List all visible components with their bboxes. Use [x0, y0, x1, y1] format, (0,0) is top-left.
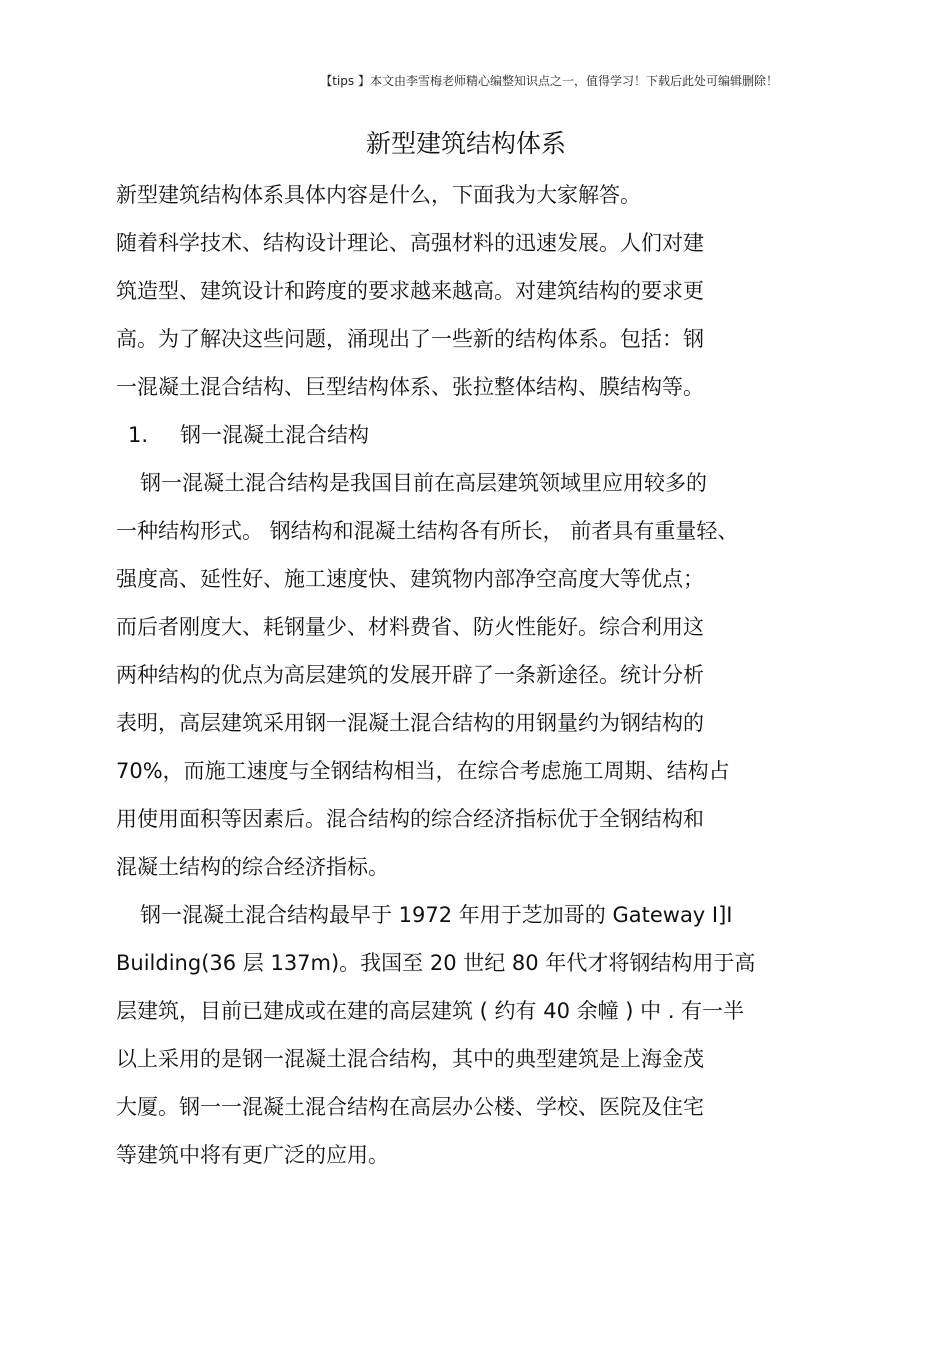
- paragraph-line: Building(36 层 137m)。我国至 20 世纪 80 年代才将钢结构用于高: [116, 951, 756, 975]
- paragraph-line: 随着科学技术、结构设计理论、高强材料的迅速发展。人们对建: [116, 231, 704, 255]
- paragraph-line: 等建筑中将有更广泛的应用。: [116, 1143, 389, 1167]
- intro-line: 新型建筑结构体系具体内容是什么，下面我为大家解答。: [116, 183, 641, 207]
- paragraph-line: 层建筑，目前已建成或在建的高层建筑 ( 约有 40 余幢 ) 中 . 有一半: [116, 999, 745, 1023]
- paragraph-line: 一种结构形式。 钢结构和混凝土结构各有所长， 前者具有重量轻、: [116, 519, 739, 543]
- paragraph-line: 以上采用的是钢一混凝土混合结构，其中的典型建筑是上海金茂: [116, 1047, 704, 1071]
- header-tip-note: 【tips 】本文由李雪梅老师精心编整知识点之一，值得学习！下载后此处可编辑删除！: [320, 74, 778, 88]
- paragraph-line: 筑造型、建筑设计和跨度的要求越来越高。对建筑结构的要求更: [116, 279, 704, 303]
- paragraph-line: 钢一混凝土混合结构是我国目前在高层建筑领域里应用较多的: [140, 471, 707, 495]
- paragraph-line: 钢一混凝土混合结构最早于 1972 年用于芝加哥的 Gateway I]I: [140, 903, 733, 927]
- paragraph-line: 70%，而施工速度与全钢结构相当，在综合考虑施工周期、结构占: [116, 759, 730, 783]
- paragraph-line: 表明，高层建筑采用钢一混凝土混合结构的用钢量约为钢结构的: [116, 711, 704, 735]
- paragraph-line: 高。为了解决这些问题，涌现出了一些新的结构体系。包括：钢: [116, 327, 704, 351]
- paragraph-line: 一混凝土混合结构、巨型结构体系、张拉整体结构、膜结构等。: [116, 375, 704, 399]
- section-number: 1.: [128, 423, 149, 447]
- paragraph-line: 两种结构的优点为高层建筑的发展开辟了一条新途径。统计分析: [116, 663, 704, 687]
- paragraph-line: 大厦。钢一一混凝土混合结构在高层办公楼、学校、医院及住宅: [116, 1095, 704, 1119]
- paragraph-line: 混凝土结构的综合经济指标。: [116, 855, 389, 879]
- paragraph-line: 而后者刚度大、耗钢量少、材料费省、防火性能好。综合利用这: [116, 615, 704, 639]
- section-title: 钢一混凝土混合结构: [180, 423, 369, 447]
- document-title: 新型建筑结构体系: [365, 129, 566, 158]
- paragraph-line: 强度高、延性好、施工速度快、建筑物内部净空高度大等优点；: [116, 567, 704, 591]
- paragraph-line: 用使用面积等因素后。混合结构的综合经济指标优于全钢结构和: [116, 807, 704, 831]
- section-heading: [128, 420, 369, 450]
